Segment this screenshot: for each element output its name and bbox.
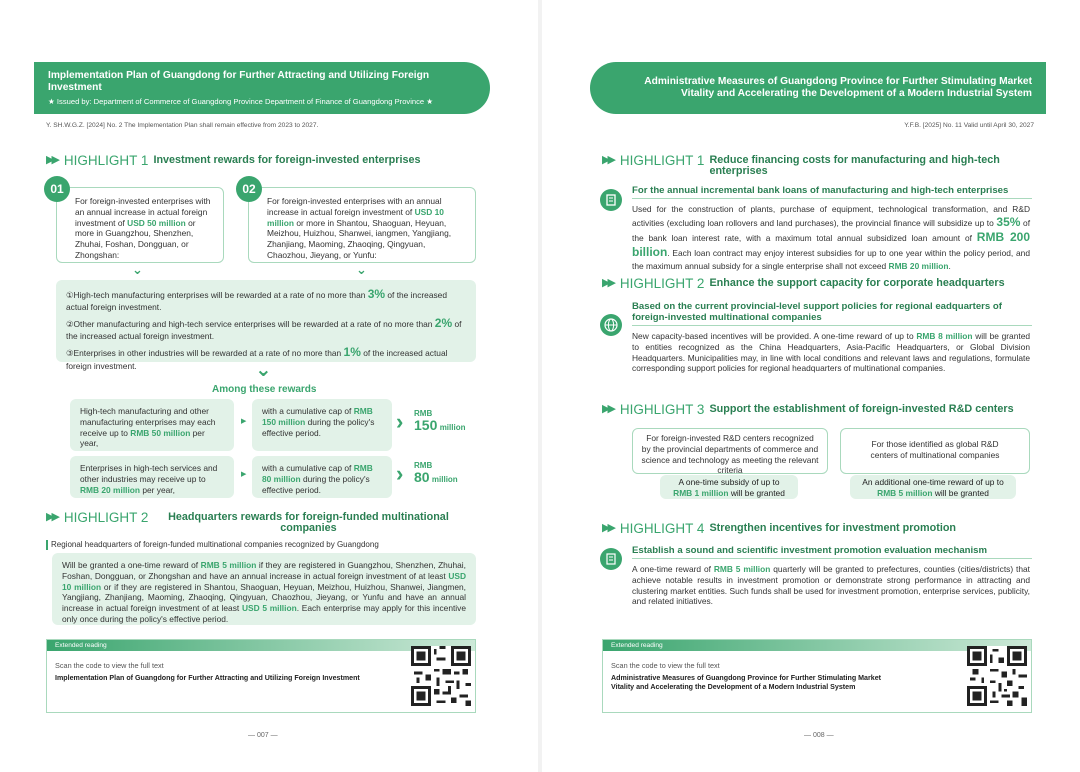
right-highlight-2-heading [602,276,1005,292]
rate-item: ①High-tech manufacturing enterprises will be rewarded at a rate of no more than 3% of the increased actual foreign investment. [66,287,447,313]
qr-code-icon[interactable] [967,646,1027,706]
page-number: — 008 — [804,732,834,739]
chevron-down-icon: ⌄ [356,262,367,277]
scan-instruction: Scan the code to view the full text [55,661,164,670]
scan-instruction: Scan the code to view the full text [611,661,720,670]
hq-support-subheading: Based on the current provincial-level support policies for regional eadquarters of foreign-invested multinational companies [632,301,1002,324]
double-triangle-icon: ▶▶ [46,511,57,523]
extended-reading-label: Extended reading [47,640,475,651]
rate-value: 2% [434,316,453,331]
right-header-title-line1: Administrative Measures of Guangdong Province for Further Stimulating Market [644,76,1032,87]
loan-subsidy-text: Used for the construction of plants, purchase of equipment, technological transformation, and R&D activities (excluding loan rollovers and land purchases), the provincial finance will subsidize up to 35% of the bank loan interest rate, with a maximum total annual subsidized loan amount of RMB 200 billion. Each loan contract may enjoy interest subsidies for up to one year within the policy period, and the maximum annual subsidy for a single enterprise shall not exceed RMB 20 million. [632,204,1031,271]
building-icon [600,189,622,211]
chevron-down-icon: ⌄ [132,262,143,277]
checklist-icon [600,548,622,570]
page-number: — 007 — [248,732,278,739]
reward-annual-cap-2: Enterprises in high-tech services and other industries may receive up to RMB 20 million per year, [70,456,234,498]
highlight-title: Support the establishment of foreign-invested R&D centers [709,403,1014,415]
condition-card-02: For foreign-invested enterprises with an annual increase in actual foreign investment of USD 10 million or more in Shantou, Shaoguan, Heyuan, Meizhou, Huizhou, Shanwei, iangmen, Yangjiang, Zhanjiang, Maoming, Zhaoqing, Qingyuan, Chaozhou, Jieyang, or Yunfu: [248,187,476,263]
left-doc-info: Y. SH.W.G.Z. [2024] No. 2 The Implementation Plan shall remain effective from 2023 to 2027. [46,122,319,129]
rate-value: 1% [343,345,361,360]
hq-subheading: Regional headquarters of foreign-funded multinational companies recognized by Guangdong [46,540,379,550]
right-doc-info: Y.F.B. [2025] No. 11 Valid until April 30, 2027 [904,122,1034,129]
right-highlight-3-heading [602,402,1014,418]
highlight-number: HIGHLIGHT 2 [63,510,149,525]
promotion-subheading: Establish a sound and scientific investment promotion evaluation mechanism [632,545,988,556]
divider [632,325,1032,326]
highlight-title: Reduce financing costs for manufacturing and high-tech enterprises [709,154,1000,178]
divider [632,558,1032,559]
badge-01: 01 [44,176,70,202]
right-page [542,0,1080,772]
loan-subheading: For the annual incremental bank loans of manufacturing and high-tech enterprises [632,185,1009,196]
highlight-number: HIGHLIGHT 3 [619,402,705,417]
highlight-number: HIGHLIGHT 1 [63,153,149,168]
double-triangle-icon: ▶▶ [602,277,613,289]
reward-rates-box [56,280,476,371]
reward-annual-cap-1: High-tech manufacturing and other manufacturing enterprises may each receive up to RMB 50 million per year, [70,399,234,451]
among-rewards-label: Among these rewards [212,384,317,395]
right-highlight-4-heading [602,521,956,537]
right-highlight-1-heading [602,153,1029,178]
right-header-banner [590,62,1046,114]
reward-cumulative-cap-2: with a cumulative cap of RMB 80 million during the policy's effective period. [252,456,392,498]
left-header-banner [34,62,490,114]
rd-global-box: For those identified as global R&D centers of multinational companies [840,428,1030,474]
right-header-title-line2: Vitality and Accelerating the Development of a Modern Industrial System [681,88,1032,100]
left-page [0,0,538,772]
left-header-issuer: ★ Issued by: Department of Commerce of Guangdong Province Department of Finance of Guangdong Province ★ [48,97,434,107]
divider [632,198,1032,199]
left-header-title: Implementation Plan of Guangdong for Further Attracting and Utilizing Foreign Investment [48,70,430,94]
reward-cumulative-cap-1: with a cumulative cap of RMB 150 million during the policy's effective period. [252,399,392,451]
rate-value: 3% [367,287,386,301]
amount-highlight: USD 10 million [267,206,444,228]
chevron-right-icon: › [396,409,404,434]
rd-subsidy-2: An additional one-time reward of up to RMB 5 million will be granted [850,475,1016,499]
chevron-down-icon: ⌄ [255,359,272,381]
highlight-title: Investment rewards for foreign-invested enterprises [153,154,421,166]
amount-highlight: USD 50 million [127,217,186,228]
highlight-title: Enhance the support capacity for corporate headquarters [709,277,1005,289]
cap-total-1: RMB 150 million [414,409,466,434]
cap-total-2: RMB 80 million [414,461,458,486]
left-highlight-2-heading [46,510,463,535]
promotion-text: A one-time reward of RMB 5 million quarterly will be granted to prefectures, counties (cities/districts) that achieve notable results in investment promotion or demonstrate strong performance in attracting and clustering market entities. Such funds shall be used for investment promotion, enterprise services, publicity, and related initiatives. [632,564,1030,607]
condition-card-01: For foreign-invested enterprises with an annual increase in actual foreign investment of USD 50 million or more in Guangzhou, Shenzhen, Zhuhai, Foshan, Dongguan, or Zhongshan: [56,187,224,263]
badge-02: 02 [236,176,262,202]
left-highlight-1-heading [46,153,420,169]
extended-reading-label: Extended reading [603,640,1031,651]
linked-document-title-line2: Vitality and Accelerating the Development of a Modern Industrial System [611,683,856,692]
globe-icon [600,314,622,336]
rate-item: ③Enterprises in other industries will be rewarded at a rate of no more than 1% of the increased actual foreign investment. [66,345,448,371]
qr-code-icon[interactable] [411,646,471,706]
rd-subsidy-1: A one-time subsidy of up to RMB 1 million will be granted [660,475,798,499]
small-arrow-icon: ▶ [241,471,247,478]
double-triangle-icon: ▶▶ [46,154,57,166]
hq-support-text: New capacity-based incentives will be provided. A one-time reward of up to RMB 8 million will be granted to entities recognized as the China Headquarters, Asia-Pacific Headquarters, or Global Division Headquarters. Municipalities may, in line with local conditions and relevant laws and regulations, formulate corresponding support policies for regional headquarters of multinational companies. [632,331,1031,374]
extended-reading-box [602,639,1032,713]
double-triangle-icon: ▶▶ [602,403,613,415]
chevron-right-icon: › [396,461,404,486]
double-triangle-icon: ▶▶ [602,154,613,166]
rate-item: ②Other manufacturing and high-tech service enterprises will be rewarded at a rate of no more than 2% of the increased actual foreign investment. [66,316,462,342]
rd-criteria-box: For foreign-invested R&D centers recognized by the provincial departments of commerce and science and technology as meeting the relevant criteria [632,428,828,474]
hq-reward-box: Will be granted a one-time reward of RMB 5 million if they are registered in Guangzhou, Shenzhen, Zhuhai, Foshan, Dongguan, or Zhongshan and have an annual increase in actual foreign investment of at least USD 10 million or if they are registered in Shantou, Shaoguan, Heyuan, Meizhou, Huizhou, Shanwei, Jiangmen, Yangjiang, Zhanjiang, Maoming, Zhaoqing, Qingyuan, Chaozhou, Jieyang, or Yunfu and have an annual increase in actual foreign investment of at least USD 5 million. Each enterprise may apply for this incentive only once during the policy's effective period. [52,553,476,625]
highlight-title: Headquarters rewards for foreign-funded multinational companies [168,511,449,535]
highlight-number: HIGHLIGHT 2 [619,276,705,291]
double-triangle-icon: ▶▶ [602,522,613,534]
highlight-number: HIGHLIGHT 4 [619,521,705,536]
linked-document-title-line1: Administrative Measures of Guangdong Province for Further Stimulating Market [611,674,881,683]
linked-document-title: Implementation Plan of Guangdong for Further Attracting and Utilizing Foreign Investment [55,674,360,683]
small-arrow-icon: ▶ [241,418,247,425]
highlight-title: Strengthen incentives for investment promotion [709,522,957,534]
extended-reading-box [46,639,476,713]
highlight-number: HIGHLIGHT 1 [619,153,705,168]
